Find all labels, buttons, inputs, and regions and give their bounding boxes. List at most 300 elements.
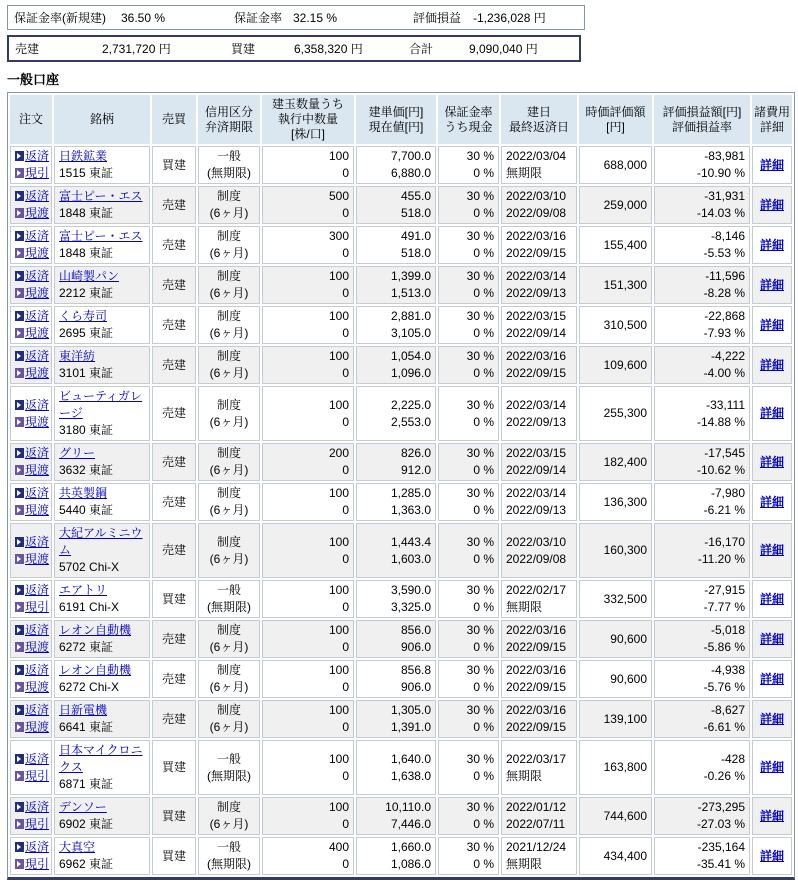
repay-link[interactable]: 返済 [25,349,50,363]
quantity-cell [262,660,354,698]
credit-cell [198,700,260,738]
margin-cash: 0 % [473,768,494,783]
margin-rate: 30 % [466,397,494,412]
open-price: 2,225.0 [390,397,431,412]
order-cell [10,580,52,618]
detail-link[interactable]: 詳細 [759,671,784,686]
col-header-date [501,95,577,144]
stock-cell [54,146,150,184]
current-price: 1,363.0 [390,503,431,517]
repay-link[interactable]: 返済 [25,149,50,163]
repay-arrow-icon [15,151,24,161]
quantity-cell [262,146,354,184]
quantity-cell [262,483,354,521]
col-header-margin [438,95,499,144]
market-value-cell: 109,600 [579,346,652,384]
side-cell: 買建 [152,740,196,795]
settle-link[interactable]: 現引 [25,817,50,831]
margin-cell [438,740,499,795]
pl-cell [654,660,750,698]
margin-rate: 30 % [466,446,494,460]
pl-cell [654,306,750,344]
margin-rate-value: 32.15 % [293,10,338,25]
current-price: 6,880.0 [390,166,431,180]
col-header-credit-line2: 弁済期限 [204,119,253,134]
quantity-executing: 0 [342,551,349,566]
date-cell [501,483,577,521]
settle-arrow-icon [15,208,24,218]
pl-cell [654,346,750,384]
credit-type: 制度 [216,309,241,323]
stock-name-link[interactable]: 大紀アルミニウム [59,526,143,557]
margin-cash: 0 % [473,206,494,220]
date-cell [501,740,577,795]
margin-cell [438,660,499,698]
margin-rate: 30 % [466,229,494,243]
order-cell [10,306,52,344]
pl-amount: -17,545 [704,446,745,460]
stock-name-link[interactable]: 大真空 [59,840,96,854]
margin-rate-new-label: 保証金率(新規建) [14,11,106,25]
credit-term: (無期限) [207,857,251,871]
credit-cell [198,186,260,224]
sell-total-label: 売建 [15,42,40,56]
side-cell: 売建 [152,523,196,578]
detail-link[interactable]: 詳細 [759,808,784,823]
repay-link[interactable]: 返済 [25,486,50,500]
table-row [10,660,792,698]
settle-arrow-icon [15,602,24,612]
settle-arrow-icon [15,554,24,564]
quantity-cell [262,386,354,441]
side-cell: 売建 [152,483,196,521]
current-price: 1,603.0 [390,551,431,566]
stock-cell [54,660,150,698]
stock-name-link[interactable]: デンソー [59,800,107,814]
order-cell [10,837,52,875]
detail-link[interactable]: 詳細 [759,711,784,726]
settle-link[interactable]: 現渡 [25,206,50,220]
open-date: 2022/03/14 [506,397,567,412]
col-header-order-label: 注文 [18,112,43,126]
detail-link[interactable]: 詳細 [759,237,784,252]
credit-term: (6ヶ月) [209,286,249,300]
order-cell [10,226,52,264]
credit-cell [198,740,260,795]
open-date: 2021/12/24 [506,840,567,854]
col-header-name-label: 銘柄 [89,112,114,126]
col-header-price-line1: 建単価[円] [368,104,424,119]
stock-name-link[interactable]: 日鉄鉱業 [59,149,108,163]
table-row [10,386,792,441]
open-date: 2022/03/04 [506,149,567,163]
stock-cell [54,700,150,738]
col-header-market-value [579,95,652,144]
price-cell [356,700,436,738]
settle-link[interactable]: 現渡 [25,640,50,654]
quantity-cell [262,443,354,481]
col-header-quantity-line2: 執行中数量 [277,112,338,126]
side-cell: 買建 [152,837,196,875]
repay-arrow-icon [15,191,24,201]
due-date: 2022/09/08 [506,551,567,566]
pl-amount: -22,868 [704,309,745,323]
settle-link[interactable]: 現渡 [25,414,50,429]
credit-term: (6ヶ月) [209,366,249,380]
position-total-summary-table [7,35,581,62]
pl-cell [654,523,750,578]
repay-link[interactable]: 返済 [25,309,50,323]
col-header-detail-line2: 詳細 [759,119,784,134]
repay-link[interactable]: 返済 [25,397,50,412]
due-date: 2022/07/11 [506,817,566,831]
margin-rate: 30 % [466,534,494,549]
due-date: 無期限 [506,166,543,180]
pl-amount: -4,222 [710,349,745,363]
stock-cell [54,837,150,875]
stock-name-link[interactable]: 日新電機 [59,703,108,717]
detail-link[interactable]: 詳細 [759,277,784,292]
credit-cell [198,837,260,875]
market-value-cell: 139,100 [579,700,652,738]
due-date: 無期限 [506,600,543,614]
grand-total-label: 合計 [409,42,434,56]
settle-link[interactable]: 現引 [25,600,50,614]
pl-rate: -10.62 % [696,463,745,477]
detail-link[interactable]: 詳細 [759,317,784,332]
margin-rate: 30 % [466,486,494,500]
settle-link[interactable]: 現渡 [25,463,50,477]
open-price: 3,590.0 [390,583,431,597]
repay-link[interactable]: 返済 [25,703,50,717]
stock-code: 6272 Chi-X [59,680,120,694]
order-cell [10,620,52,658]
quantity-cell [262,523,354,578]
margin-rate: 30 % [466,189,494,203]
quantity-cell [262,346,354,384]
price-cell [356,797,436,835]
credit-cell [198,580,260,618]
stock-name-link[interactable]: グリー [59,446,96,460]
open-date: 2022/03/17 [506,751,567,766]
stock-code: 6191 Chi-X [59,600,120,614]
stock-name-link[interactable]: レオン自動機 [59,663,132,677]
quantity-executing: 0 [342,503,349,517]
repay-link[interactable]: 返済 [25,189,50,203]
col-header-price-line2: 現在値[円] [368,119,424,134]
stock-code: 2695 東証 [59,326,114,340]
open-date: 2022/03/14 [506,269,567,283]
side-cell: 売建 [152,266,196,304]
detail-link[interactable]: 詳細 [759,454,784,469]
market-value-cell: 151,300 [579,266,652,304]
order-cell [10,186,52,224]
col-header-name [54,95,150,144]
detail-cell [752,837,792,875]
open-price: 491.0 [400,229,431,243]
pl-rate: -7.77 % [703,600,745,614]
pl-rate: -6.21 % [703,503,745,517]
col-header-date-line2: 最終返済日 [508,119,569,134]
credit-term: (6ヶ月) [209,463,249,477]
stock-code: 5440 東証 [59,503,114,517]
stock-name-link[interactable]: 山崎製パン [59,269,120,283]
quantity-executing: 0 [342,414,349,429]
table-row [10,620,792,658]
repay-link[interactable]: 返済 [25,229,50,243]
pl-rate: -6.61 % [703,720,745,734]
open-date: 2022/03/16 [506,229,567,243]
order-cell [10,523,52,578]
table-row [10,443,792,481]
credit-term: (6ヶ月) [209,640,249,654]
detail-link[interactable]: 詳細 [759,197,784,212]
stock-name-link[interactable]: ビューティガレージ [59,389,143,420]
settle-link[interactable]: 現渡 [25,551,50,566]
date-cell [501,837,577,875]
open-date: 2022/03/16 [506,623,567,637]
table-row [10,306,792,344]
credit-type: 制度 [216,229,241,243]
settle-arrow-icon [15,819,24,829]
repay-arrow-icon [15,537,24,547]
stock-cell [54,620,150,658]
stock-cell [54,346,150,384]
repay-arrow-icon [15,585,24,595]
detail-link[interactable]: 詳細 [759,760,784,774]
detail-link[interactable]: 詳細 [759,494,784,509]
credit-cell [198,386,260,441]
side-cell: 買建 [152,146,196,184]
pl-amount: -273,295 [697,800,745,814]
settle-arrow-icon [15,368,24,378]
due-date: 2022/09/08 [506,206,567,220]
settle-link[interactable]: 現渡 [25,366,50,380]
quantity-executing: 0 [342,768,349,783]
stock-name-link[interactable]: くら寿司 [59,309,108,323]
current-price: 906.0 [400,640,431,654]
side-cell: 買建 [152,580,196,618]
margin-cell [438,580,499,618]
credit-type: 制度 [216,703,241,717]
settle-link[interactable]: 現渡 [25,286,50,300]
settle-link[interactable]: 現渡 [25,246,50,260]
stock-name-link[interactable]: 富士ピー・エス [59,189,143,203]
valuation-pl-label: 評価損益 [413,11,462,25]
market-value-cell: 182,400 [579,443,652,481]
due-date: 無期限 [506,768,543,783]
settle-link[interactable]: 現引 [25,768,50,783]
detail-cell [752,266,792,304]
settle-arrow-icon [15,328,24,338]
settle-link[interactable]: 現渡 [25,326,50,340]
due-date: 2022/09/13 [506,286,567,300]
stock-name-link[interactable]: レオン自動機 [59,623,132,637]
pl-amount: -7,980 [710,486,745,500]
side-cell: 売建 [152,443,196,481]
quantity-open: 100 [328,623,349,637]
stock-name-link[interactable]: 東洋紡 [59,349,96,363]
due-date: 2022/09/14 [506,326,567,340]
stock-cell [54,740,150,795]
detail-link[interactable]: 詳細 [759,157,784,172]
credit-cell [198,306,260,344]
pl-amount: -4,938 [710,663,745,677]
positions-tbody [10,146,792,875]
table-row [10,797,792,835]
settle-arrow-icon [15,248,24,258]
pl-amount: -31,931 [704,189,745,203]
repay-arrow-icon [15,231,24,241]
due-date: 2022/09/15 [506,680,567,694]
pl-amount: -83,981 [704,149,745,163]
date-cell [501,580,577,618]
current-price: 3,325.0 [390,600,431,614]
stock-cell [54,797,150,835]
detail-link[interactable]: 詳細 [759,357,784,372]
detail-link[interactable]: 詳細 [759,848,784,863]
quantity-open: 500 [328,189,349,203]
current-price: 1,638.0 [390,768,431,783]
table-row [10,580,792,618]
stock-code: 5702 Chi-X [59,560,120,574]
open-date: 2022/03/10 [506,189,567,203]
price-cell [356,443,436,481]
repay-link[interactable]: 返済 [25,751,50,766]
credit-term: (6ヶ月) [209,503,249,517]
col-header-quantity-line3: [株/口] [290,127,325,141]
detail-link[interactable]: 詳細 [759,591,784,606]
pl-cell [654,700,750,738]
pl-rate: -5.53 % [703,246,745,260]
credit-type: 一般 [216,583,241,597]
stock-name-link[interactable]: エアトリ [59,583,108,597]
quantity-cell [262,580,354,618]
repay-arrow-icon [15,400,24,410]
col-header-order [10,95,52,144]
credit-term: (無期限) [207,166,251,180]
market-value-cell: 259,000 [579,186,652,224]
current-price: 906.0 [400,680,431,694]
margin-cell [438,226,499,264]
stock-cell [54,483,150,521]
detail-link[interactable]: 詳細 [759,631,784,646]
quantity-cell [262,266,354,304]
settle-link[interactable]: 現渡 [25,680,50,694]
credit-cell [198,266,260,304]
detail-cell [752,580,792,618]
stock-name-link[interactable]: 日本マイクロニクス [59,743,143,774]
table-row [10,740,792,795]
margin-cash: 0 % [473,857,494,871]
date-cell [501,386,577,441]
settle-link[interactable]: 現引 [25,166,50,180]
settle-link[interactable]: 現引 [25,857,50,871]
credit-cell [198,346,260,384]
open-date: 2022/03/16 [506,349,567,363]
quantity-open: 100 [328,397,349,412]
margin-cash: 0 % [473,551,494,566]
credit-term: (6ヶ月) [209,817,249,831]
col-header-detail-line1: 諸費用 [753,104,790,119]
stock-name-link[interactable]: 共英製鋼 [59,486,108,500]
repay-arrow-icon [15,488,24,498]
settle-link[interactable]: 現渡 [25,720,50,734]
open-price: 1,054.0 [390,349,431,363]
market-value-cell: 136,300 [579,483,652,521]
table-row [10,146,792,184]
quantity-open: 100 [328,349,349,363]
repay-link[interactable]: 返済 [25,534,50,549]
repay-link[interactable]: 返済 [25,840,50,854]
open-price: 7,700.0 [390,149,431,163]
order-cell [10,797,52,835]
quantity-executing: 0 [342,720,349,734]
margin-cash: 0 % [473,366,494,380]
detail-cell [752,306,792,344]
stock-name-link[interactable]: 富士ピー・エス [59,229,143,243]
date-cell [501,226,577,264]
pl-rate: -10.90 % [696,166,745,180]
margin-cash: 0 % [473,463,494,477]
repay-link[interactable]: 返済 [25,623,50,637]
detail-link[interactable]: 詳細 [759,543,784,557]
price-cell [356,346,436,384]
margin-cell [438,837,499,875]
repay-link[interactable]: 返済 [25,663,50,677]
margin-cash: 0 % [473,817,494,831]
repay-link[interactable]: 返済 [25,446,50,460]
quantity-executing: 0 [342,166,349,180]
table-row [10,346,792,384]
margin-rate: 30 % [466,840,494,854]
margin-cash: 0 % [473,286,494,300]
positions-table [7,92,795,880]
repay-arrow-icon [15,754,24,764]
margin-rate: 30 % [466,751,494,766]
col-header-margin-line2: うち現金 [444,119,493,134]
margin-cash: 0 % [473,680,494,694]
detail-cell [752,620,792,658]
margin-rate: 30 % [466,623,494,637]
credit-type: 制度 [216,269,241,283]
price-cell [356,523,436,578]
pl-rate: -14.88 % [696,414,745,429]
pl-rate: -27.03 % [696,817,745,831]
order-cell [10,700,52,738]
repay-link[interactable]: 返済 [25,800,50,814]
due-date: 2022/09/15 [506,720,567,734]
col-header-detail [752,95,792,144]
credit-cell [198,226,260,264]
margin-cell [438,146,499,184]
quantity-open: 100 [328,663,349,677]
credit-type: 制度 [216,623,241,637]
repay-link[interactable]: 返済 [25,583,50,597]
settle-link[interactable]: 現渡 [25,503,50,517]
credit-term: (6ヶ月) [209,720,249,734]
stock-code: 1848 東証 [59,206,114,220]
date-cell [501,620,577,658]
quantity-executing: 0 [342,640,349,654]
detail-link[interactable]: 詳細 [759,406,784,420]
current-price: 7,446.0 [390,817,431,831]
sell-total-value: 2,731,720 円 [102,42,171,56]
price-cell [356,483,436,521]
repay-link[interactable]: 返済 [25,269,50,283]
buy-total-value: 6,358,320 円 [294,42,363,56]
buy-total-label: 買建 [231,42,256,56]
